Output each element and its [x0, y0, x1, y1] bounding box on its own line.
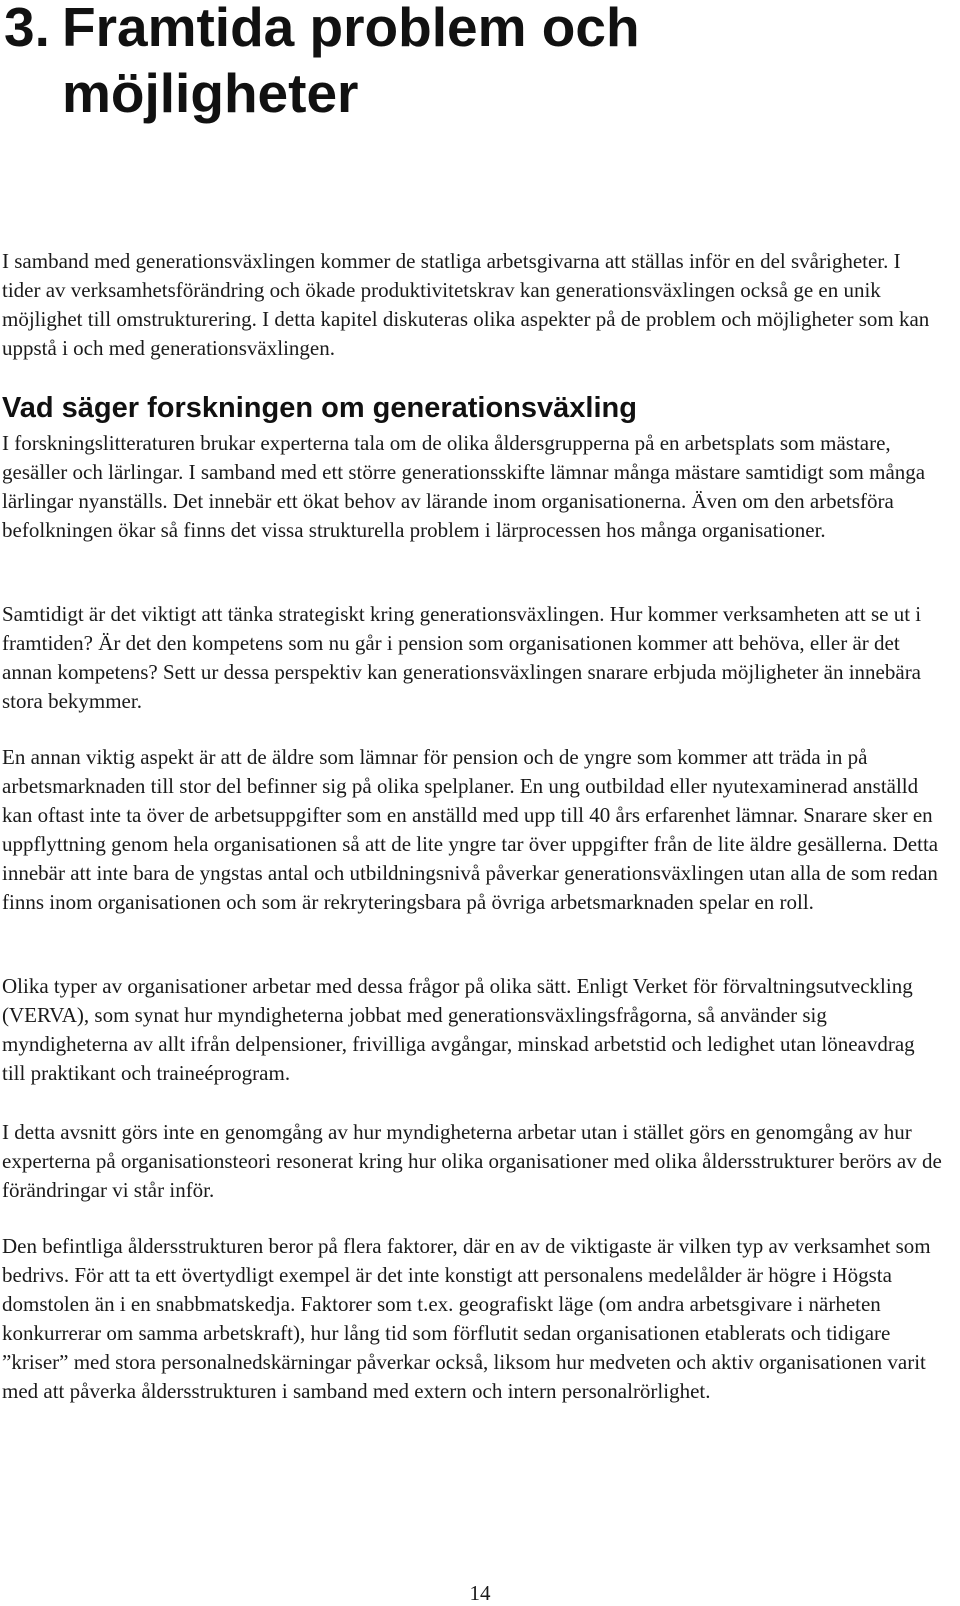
section-heading: Vad säger forskningen om generationsväxling [2, 392, 637, 424]
section-paragraph-4: Olika typer av organisationer arbetar med dessa frågor på olika sätt. Enligt Verket för förvaltningsutveckling (VERVA), som synat hur myndigheterna jobbat med generationsväxlingsfrågorna, så använder sig myndigheterna av allt ifrån delpensioner, frivilliga avgångar, minskad arbetstid och ledighet utan löneavdrag till praktikant och traineéprogram. [2, 974, 915, 1085]
chapter-number: 3. [4, 0, 50, 58]
section-paragraph-3: En annan viktig aspekt är att de äldre som lämnar för pension och de yngre som kommer att träda in på arbetsmarknaden till stor del befinner sig på olika spelplaner. En ung outbildad eller nyutexaminerad anställd kan oftast inte ta över de arbetsuppgifter som en anställd med upp till 40 års erfarenhet lämnar. Snarare sker en uppflyttning genom hela organisationen så att de lite yngre tar över uppgifter från de lite äldre gesällerna. Detta innebär att inte bara de yngstas antal och utbildningsnivå påverkar generationsväxlingen utan alla de som redan finns inom organisationen och som är rekryteringsbara på övriga arbetsmarknaden spelar en roll. [2, 745, 939, 914]
chapter-title [4, 0, 640, 126]
section-paragraph-2: Samtidigt är det viktigt att tänka strategiskt kring generationsväxlingen. Hur kommer verksamheten att se ut i framtiden? Är det den kompetens som nu går i pension som organisationen kommer att behöva, eller är det annan kompetens? Sett ur dessa perspektiv kan generationsväxlingen snarare erbjuda möjligheter än innebära stora bekymmer. [2, 602, 922, 713]
page-number: 14 [469, 1581, 491, 1605]
chapter-title-line2: möjligheter [62, 62, 359, 124]
section-paragraph-5: I detta avsnitt görs inte en genomgång av hur myndigheterna arbetar utan i stället görs en genomgång av hur experterna på organisationsteori resonerat kring hur olika organisationer med olika åldersstrukturer berörs av de förändringar vi står inför. [2, 1120, 942, 1202]
chapter-title-line1: Framtida problem och [62, 0, 640, 58]
section-paragraph-1: I forskningslitteraturen brukar experterna tala om de olika åldersgrupperna på en arbetsplats som mästare, gesäller och lärlingar. I samband med ett större generationsskifte lämnar många mästare samtidigt som många lärlingar nyanställs. Det innebär ett ökat behov av lärande inom organisationerna. Även om den arbetsföra befolkningen ökar så finns det vissa strukturella problem i lärprocessen hos många organisationer. [2, 431, 926, 542]
intro-paragraph: I samband med generationsväxlingen kommer de statliga arbetsgivarna att ställas inför en del svårigheter. I tider av verksamhetsförändring och ökade produktivitetskrav kan generationsväxlingen också ge en unik möjlighet till omstrukturering. I detta kapitel diskuteras olika aspekter på de problem och möjligheter som kan uppstå i och med generationsväxlingen. [2, 249, 930, 360]
section-paragraph-6: Den befintliga åldersstrukturen beror på flera faktorer, där en av de viktigaste är vilken typ av verksamhet som bedrivs. För att ta ett övertydligt exempel är det inte konstigt att personalens medelålder är högre i Högsta domstolen än i en snabbmatskedja. Faktorer som t.ex. geografiskt läge (om andra arbetsgivare i närheten konkurrerar om samma arbetskraft), hur lång tid som förflutit sedan organisationen etablerats och tidigare ”kriser” med stora personalnedskärningar påverkar också, liksom hur medveten och aktiv organisationen varit med att påverka åldersstrukturen i samband med extern och intern personalrörlighet. [2, 1234, 931, 1403]
